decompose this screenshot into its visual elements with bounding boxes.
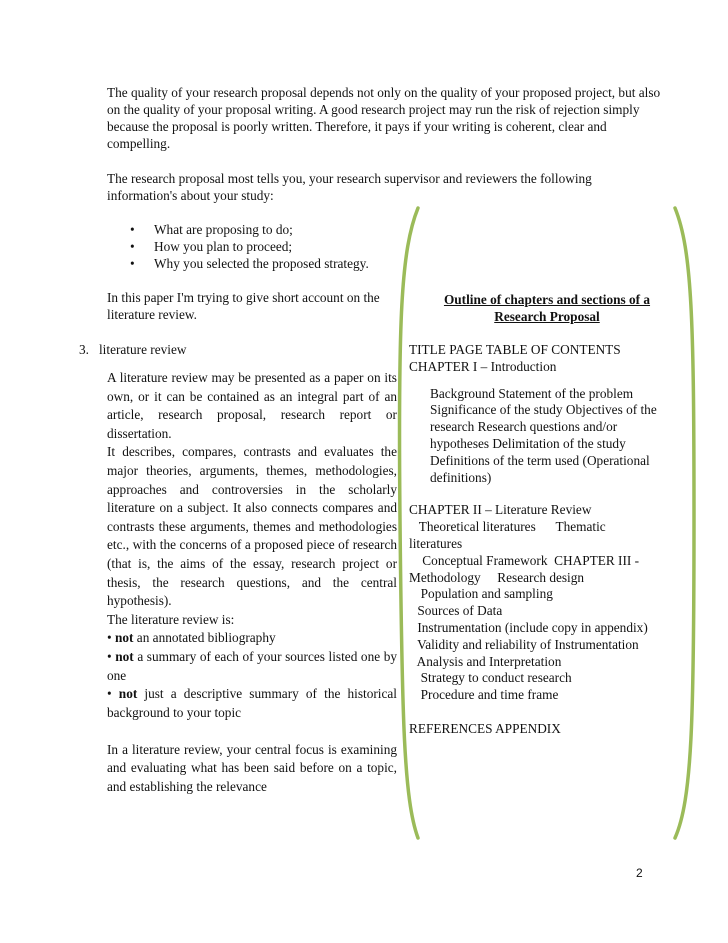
- section-number: 3.: [79, 342, 89, 357]
- not-item: • not an annotated bibliography: [107, 630, 276, 646]
- intro-paragraph-2: The research proposal most tells you, your research supervisor and reviewers the following information's about your study:: [107, 171, 592, 203]
- list-item: Background Statement of the problem: [430, 385, 634, 401]
- list-item: Procedure and time frame: [414, 687, 559, 703]
- list-item: Strategy to conduct research: [414, 670, 572, 686]
- chapter-3-sections: [409, 586, 694, 704]
- not-item: • not a summary of each of your sources listed one by one: [107, 648, 397, 683]
- lit-paragraph-2: It describes, compares, contrasts and evaluates the major theories, arguments, themes, methodologies, approaches and controversies in the scholarly literature on a subject. It also connects compares and contrasts these arguments, themes and methodologies etc., with the concerns of a proposed piece of research (that is, the aims of the essay, research project or thesis, the research questions, and the central hypothesis).: [107, 444, 397, 609]
- list-item: • What are proposing to do;: [130, 222, 293, 237]
- lit-is-label: The literature review is:: [107, 611, 235, 627]
- page-number: 2: [636, 866, 643, 880]
- list-item: Significance of the study Objectives of the: [430, 402, 657, 418]
- list-item: Instrumentation (include copy in appendix): [414, 619, 648, 635]
- section-title: literature review: [98, 342, 187, 357]
- list-item: Validity and reliability of Instrumentation: [414, 636, 639, 652]
- list-item: • Why you selected the proposed strategy.: [130, 256, 369, 271]
- short-account-paragraph: In this paper I'm trying to give short account on the literature review.: [107, 290, 380, 322]
- outline-front-matter: TITLE PAGE TABLE OF CONTENTS: [409, 342, 621, 357]
- lit-paragraph-1: A literature review may be presented as a paper on its own, or it can be contained as an integral part of an article, research proposal, research report or dissertation.: [107, 370, 397, 441]
- outline-chapter-1: CHAPTER I – Introduction: [409, 358, 557, 374]
- list-item: Population and sampling: [414, 586, 553, 602]
- list-item: definitions): [430, 469, 492, 485]
- list-item: • How you plan to proceed;: [130, 239, 293, 254]
- list-item: Conceptual Framework CHAPTER III -: [409, 552, 640, 568]
- list-item: Analysis and Interpretation: [414, 653, 562, 669]
- chapter-1-sections: [409, 386, 694, 487]
- list-item: literatures: [409, 535, 463, 551]
- list-item: Sources of Data: [414, 603, 503, 619]
- outline-end-matter: REFERENCES APPENDIX: [409, 720, 561, 736]
- outline-chapter-3: Methodology Research design: [409, 569, 585, 585]
- list-item: Definitions of the term used (Operational: [430, 452, 650, 468]
- list-item: research Research questions and/or: [430, 419, 618, 435]
- outline-content: [409, 342, 694, 738]
- intro-paragraph-1: The quality of your research proposal depends not only on the quality of your proposed project, but also on the quality of your proposal writing. A good research project may run the risk of rejection simply because the proposal is poorly written. Therefore, it pays if your writing is coherent, clear and compelling.: [107, 85, 661, 151]
- list-item: Theoretical literatures Thematic: [409, 519, 606, 535]
- lit-paragraph-3: In a literature review, your central focus is examining and evaluating what has been said before on a topic, and establishing the relevance: [107, 741, 397, 795]
- outline-title: Outline of chapters and sections of a Research Proposal: [443, 292, 651, 324]
- outline-chapter-2: CHAPTER II – Literature Review: [409, 502, 592, 518]
- not-item: • not just a descriptive summary of the historical background to your topic: [107, 686, 397, 720]
- list-item: hypotheses Delimitation of the study: [430, 435, 626, 451]
